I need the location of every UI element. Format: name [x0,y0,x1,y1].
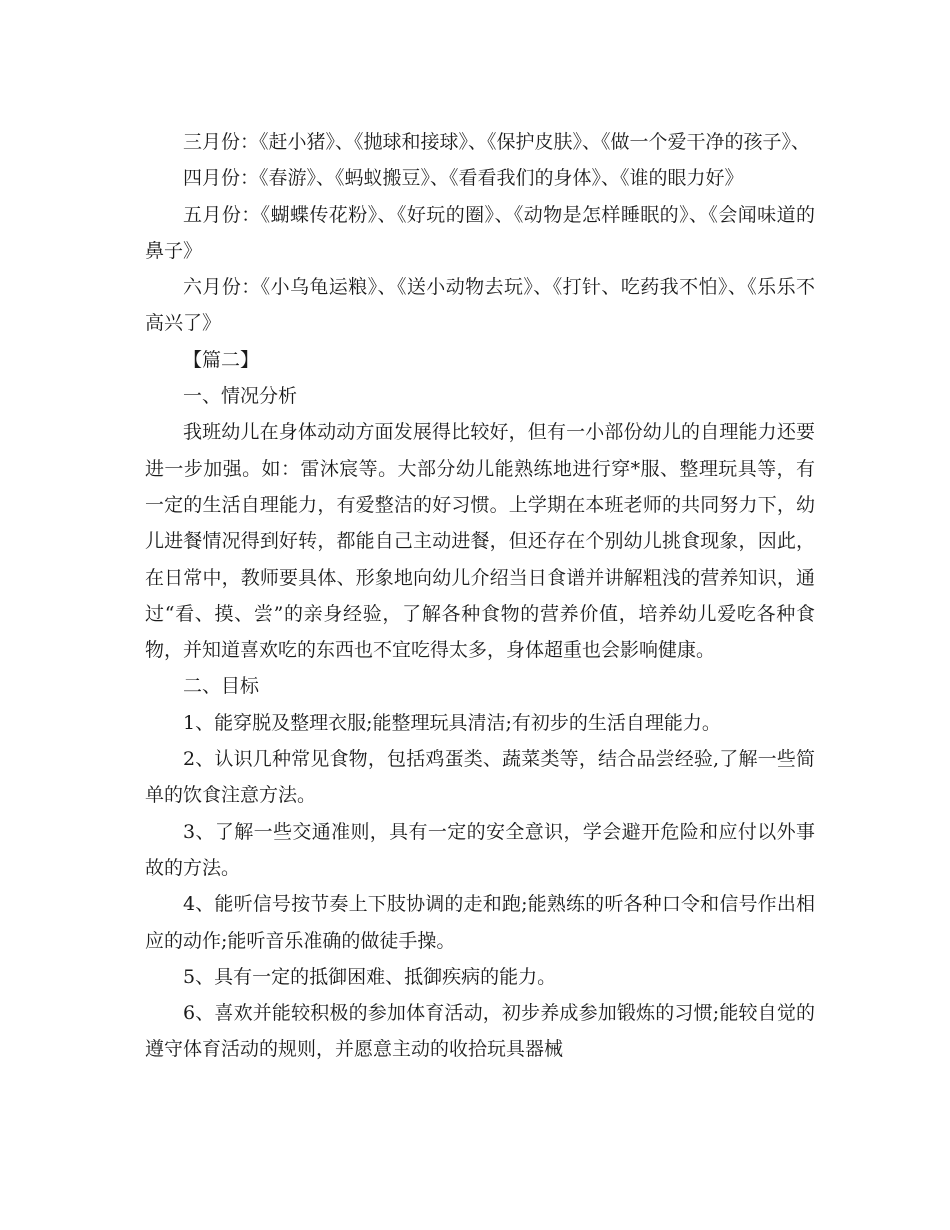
section-heading-part-two: 【篇二】 [183,348,260,371]
paragraph-june-activities: 六月份：《小乌龟运粮》、《送小动物去玩》、《打针、吃药我不怕》、《乐乐不高兴了》 [145,276,815,335]
goal-item-5: 5、具有一定的抵御困难、抵御疾病的能力。 [183,965,557,988]
goal-item-1: 1、能穿脱及整理衣服;能整理玩具清洁;有初步的生活自理能力。 [183,711,721,734]
goal-item-4: 4、能听信号按节奏上下肢协调的走和跑;能熟练的听各种口令和信号作出相应的动作;能听音乐准确的做徒手操。 [145,893,815,952]
paragraph-may-activities: 五月份：《蝴蝶传花粉》、《好玩的圈》、《动物是怎样睡眠的》、《会闻味道的鼻子》 [145,203,815,262]
paragraph-situation-analysis: 我班幼儿在身体动动方面发展得比较好，但有一小部份幼儿的自理能力还要进一步加强。如：雷沐宸等。大部分幼儿能熟练地进行穿*服、整理玩具等，有一定的生活自理能力，有爱整洁的好习惯。上学期在本班老师的共同努力下，幼儿进餐情况得到好转，都能自己主动进餐，但还存在个别幼儿挑食现象，因此，在日常中，教师要具体、形象地向幼儿介绍当日食谱并讲解粗浅的营养知识，通过“看、摸、尝”的亲身经验，了解各种食物的营养价值，培养幼儿爱吃各种食物，并知道喜欢吃的东西也不宜吃得太多，身体超重也会影响健康。 [145,421,815,662]
goal-item-6: 6、喜欢并能较积极的参加体育活动，初步养成参加锻炼的习惯;能较自觉的遵守体育活动的规则，并愿意主动的收拾玩具器械 [145,1002,815,1061]
heading-goals: 二、目标 [183,675,260,698]
paragraph-april-activities: 四月份：《春游》、《蚂蚁搬豆》、《看看我们的身体》、《谁的眼力好》 [183,167,744,190]
document-body [145,124,815,1068]
heading-situation-analysis: 一、情况分析 [183,385,298,408]
goal-item-2: 2、认识几种常见食物，包括鸡蛋类、蔬菜类等，结合品尝经验,了解一些简单的饮食注意方法。 [145,748,815,807]
paragraph-march-activities: 三月份：《赶小猪》、《抛球和接球》、《保护皮肤》、《做一个爱干净的孩子》、 [183,131,811,153]
goal-item-3: 3、了解一些交通准则，具有一定的安全意识，学会避开危险和应付以外事故的方法。 [145,820,815,879]
